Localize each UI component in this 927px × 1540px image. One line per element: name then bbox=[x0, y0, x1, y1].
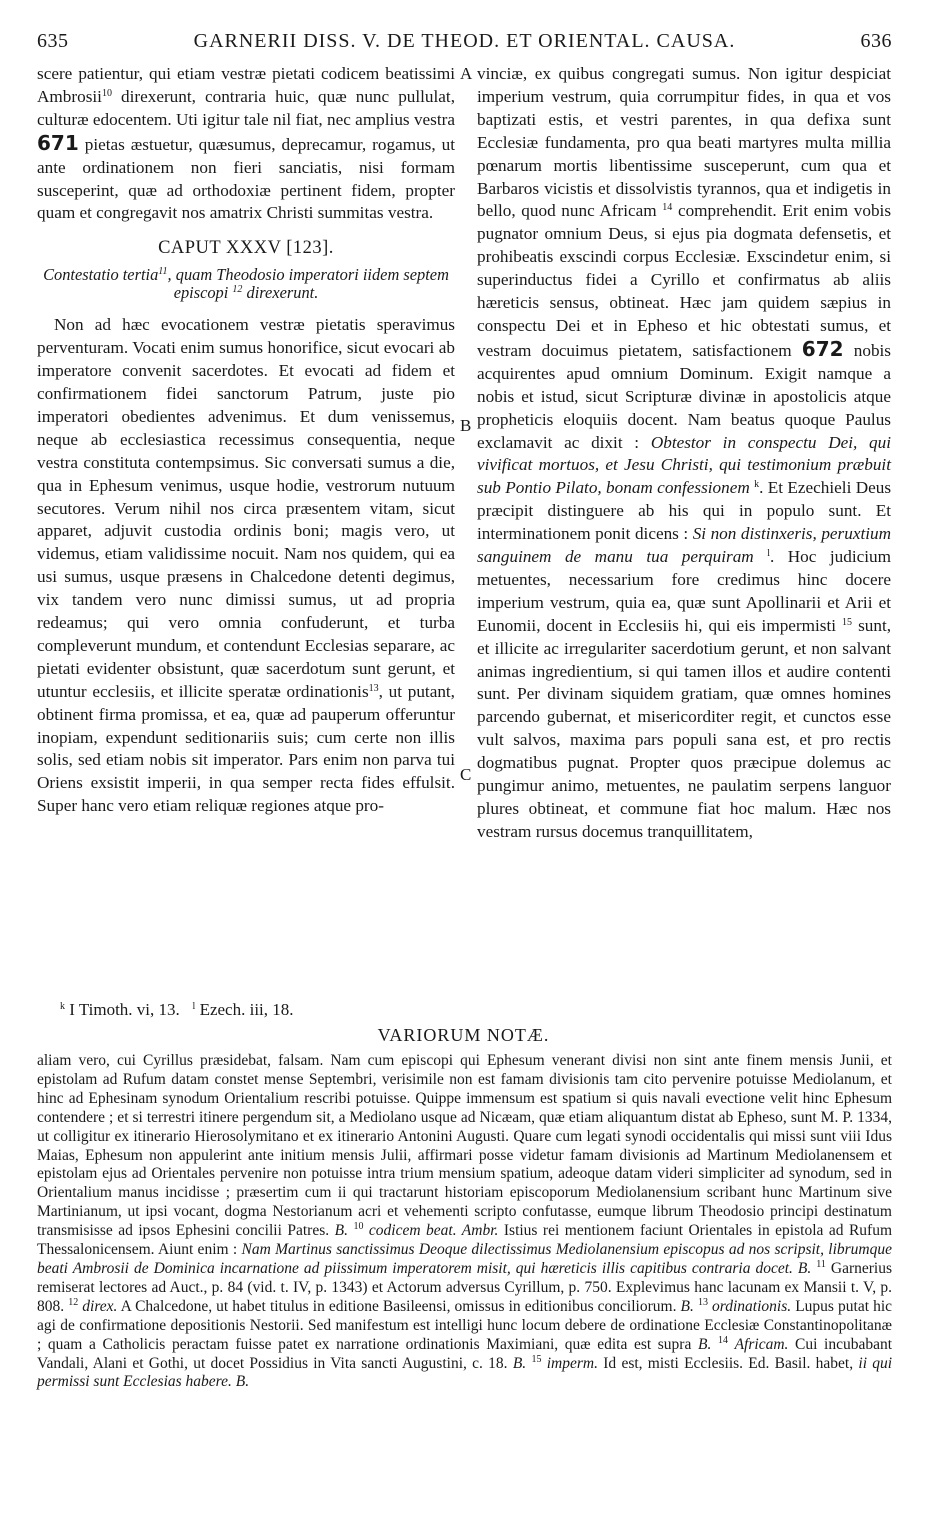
right-column bbox=[477, 63, 891, 844]
note-number: 11 bbox=[816, 1258, 826, 1270]
paragraph-continuation bbox=[477, 63, 891, 844]
running-title: GARNERII DISS. V. DE THEOD. ET ORIENTAL. CAUSA. bbox=[193, 30, 736, 52]
footnote-ref: k bbox=[754, 479, 760, 491]
text-run: . Et Ezechieli Deus præcipit distinguere ab his qui in populo sunt. Et interminationem ponit dicens : bbox=[477, 478, 892, 544]
text-run: sunt, et illicite ac irregulariter sacerdotium gerunt, et non salvant animas ingredientium, si qui tamen illos et audire contenti sunt. Per divinam siquidem gratiam, quæ omnes homines parcendo gubernat, et misericorditer regit, et cunctos esse vult salvos, maxima pars populi sana est, et pro rectis dogmatibus pugnat. Propter quos præcipue dolemus ac pungimur animo, metuentes, ne paulatim serpens languor plures obtineat, et commune fiat hoc malum. Hæc nos vestram rursus docemus tranquillitatem, bbox=[477, 615, 892, 841]
quotation: Nam Martinus sanctissimus Deoque dilectissimus Mediolanensium episcopus ad nos scripsit, librumque beati Ambrosii de Dominica incarnatione ad piissimum imperatorem misit, qui hæreticis illis capitibus contraria docet. B. bbox=[37, 1241, 892, 1277]
note-lemma: Africam. bbox=[734, 1335, 789, 1353]
note-ref: 15 bbox=[842, 616, 853, 628]
page-number-left: 635 bbox=[37, 30, 69, 52]
note-lemma: direx. bbox=[82, 1297, 118, 1315]
note-number: 10 bbox=[353, 1221, 364, 1233]
running-header bbox=[37, 30, 892, 60]
note-number: 14 bbox=[717, 1334, 728, 1346]
reference-text: I Timoth. vi, 13. bbox=[69, 1000, 180, 1019]
text-run: scere patientur, qui etiam vestræ pietati codicem beatissimi Ambrosii bbox=[37, 64, 455, 106]
text-run: comprehendit. Erit enim vobis pugnator omnium Deus, si ejus pia dogmata defensetis, et prohibeatis exscindi corpus Ecclesiæ. Exscindetur enim, si superinductus fidei a Cyrillo et confirmatus ab aliis hæreticis sensus, obtineat. Hæc jam quidem sæpius in conspectu Dei et in Epheso et hic obtestati sumus, et vestram docuimus pietatem, satisfactionem bbox=[477, 201, 892, 360]
page-number-right: 636 bbox=[860, 30, 892, 52]
footnote-mark: k bbox=[60, 1001, 65, 1012]
text-run: direxerunt. bbox=[246, 283, 319, 303]
note-author: B. bbox=[697, 1335, 712, 1353]
note-author: B. bbox=[512, 1354, 527, 1372]
note-number: 15 bbox=[531, 1353, 542, 1365]
footnote-ref: l bbox=[767, 548, 770, 560]
footnote-mark: l bbox=[192, 1001, 196, 1012]
scripture-references bbox=[60, 1000, 294, 1020]
reference-text: Ezech. iii, 18. bbox=[199, 1000, 294, 1019]
left-column bbox=[37, 63, 455, 818]
text-run: Cui incubabant Vandali, Alani et Gothi, ut docet Possidius in Vita sancti Augustini, c. 18. bbox=[37, 1335, 893, 1372]
note-ref: 12 bbox=[232, 284, 243, 296]
text-run: A Chalcedone, ut habet titulus in editione Basileensi, omissus in editionibus conciliorum. bbox=[120, 1297, 677, 1315]
quotation: ii qui permissi sunt Ecclesias habere. B. bbox=[37, 1354, 893, 1391]
notes-heading: VARIORUM NOTÆ. bbox=[377, 1025, 550, 1045]
chapter-heading: CAPUT XXXV [123]. bbox=[158, 238, 334, 259]
quotation: Obtestor in conspectu Dei, qui vivificat mortuos, et Jesu Christi, qui testimonium præbuit sub Pontio Pilato, bonam confessionem bbox=[477, 432, 891, 498]
text-run: direxerunt, contraria huic, quæ nunc pullulat, culturæ edocentem. Uti igitur tale nil fiat, nec amplius vestra bbox=[37, 86, 456, 129]
text-run: Id est, misti Ecclesiis. Ed. Basil. habet, bbox=[603, 1354, 854, 1372]
page-marker-671: 671 bbox=[37, 130, 79, 155]
note-ref: 14 bbox=[662, 202, 673, 214]
text-run: Lupus putat hic agi de confirmatione depositionis Nestorii. Sed manifestum est intelligi hunc locum debere de ordinatione Ecclesiæ Constantinopolitanæ ; quam a Catholicis peractam fuisse patet ex narratione ordinationis Maximiani, quæ edita est supra bbox=[37, 1297, 893, 1353]
paragraph-body bbox=[37, 314, 455, 818]
text-run: vinciæ, ex quibus congregati sumus. Non igitur despiciat imperium vestrum, quia corrumpitur fides, in qua et vos baptizati estis, et vestri parentes, in qua defixa sunt Ecclesiæ fundamenta, pro qua beati martyres multa millia pœnarum mortis libentissime susceperunt, cum qua et Barbaros vicistis et dissolvistis tyrannos, qua et indigetis in bello, quod nunc Africam bbox=[477, 64, 891, 221]
text-run: aliam vero, cui Cyrillus præsidebat, falsam. Nam cum episcopi qui Ephesum venerant divisi non sint ante finem mensis Junii, et epistolam ad Rufum datam constet mense Septembri, verisimile non est famam divisionis tam cito pervenire potuisse Mediolanum, et hinc ad Ephesinam synodum Orientalium rescribi potuisse. Quippe immensum est spatium si quis navali evectione velit hinc Ephesum contendere ; et si terrestri itinere pergendum sit, a Mediolano usque ad Nicæam, quæ etiam aliquantum distat ab Epheso, sunt M. P. 1334, ut colligitur ex itinerario Hierosolymitano et ex itinerario Antonini Augusti. Quare cum legati synodi occidentalis qui missi sunt viii Idus Maias, Ephesum non appulerint ante initium mensis Julii, affirmari posse videtur famam divisionis ad Martinum Mediolanensem et epistolam ejus ad Orientales pervenire non potuisse intra trium mensium spatium, adeoque datam videri simpliciter ad synodum, sed in Orientalium manus incidisse ; præsertim cum ii qui tractarunt historiam episcoporum Mediolanensium scribant hunc Martinum sive Martinianum, ut ipsi vocant, dogma Nestorianum acri et vehementi scripto confutasse, eumque librum Theodosio principi destinatum transmisisse ad ipsos Ephesini concilii Patres. bbox=[37, 1052, 892, 1240]
text-run: Garnerius remiserat lectores ad Auct., p. 84 (vid. t. IV, p. 1343) et Actorum adversus Cyrillum, p. 750. Explevimus hanc lacunam ex Mansii t. V, p. 808. bbox=[37, 1259, 893, 1315]
note-ref: 10 bbox=[101, 87, 112, 99]
paragraph-continuation bbox=[37, 63, 455, 225]
margin-marker-c: C bbox=[460, 765, 472, 784]
text-run: , quam Theodosio imperatori iidem septem episcopi bbox=[167, 265, 449, 303]
note-ref: 13 bbox=[368, 682, 379, 694]
note-number: 13 bbox=[697, 1296, 708, 1308]
text-run: nobis acquirentes apud omnium Dominum. Exigit namque a nobis et istud, sicut Scripturæ divinæ in apostolicis atque propheticis eloquiis docent. Nam beatus quoque Paulus exclamavit ac dixit : bbox=[477, 340, 891, 452]
note-ref: 11 bbox=[158, 266, 168, 278]
page-marker-672: 672 bbox=[801, 336, 844, 361]
note-author: B. bbox=[334, 1222, 348, 1240]
chapter-subtitle bbox=[37, 266, 455, 302]
margin-marker-a: A bbox=[460, 64, 473, 83]
note-number: 12 bbox=[68, 1296, 79, 1308]
text-run: Istius rei mentionem faciunt Orientales in epistola ad Rufum Thessalonicensem. Aiunt enim : bbox=[37, 1222, 893, 1259]
note-author: B. bbox=[680, 1297, 694, 1315]
quotation: Si non distinxeris, peruxtium sanguinem de manu tua perquiram bbox=[477, 524, 892, 567]
note-lemma: imperm. bbox=[546, 1354, 598, 1372]
notes-body bbox=[37, 1052, 892, 1392]
text-run: . Hoc judicium metuentes, necessarium fore credimus hinc docere imperium vestrum, quia ea, quæ sunt Apollinarii et Arii et Eunomii, docent in Ecclesiis hi, qui eis impermisti bbox=[477, 547, 891, 635]
text-run: Non ad hæc evocationem vestræ pietatis speravimus perventuram. Vocati enim sumus honorifice, sicut evocari ab imperatore convenit sacerdotes. Et evocati ad fidem et confirmationem fidei sanctorum Patrum, juste pio imperatori obedientes advenimus. Et dum venissemus, neque ab ecclesiastica recessimus consequentia, neque vestra constituta contempsimus. Sic conversati sumus a die, qua in Ephesum venimus, usque hodie, vestrorum nutuum secutores. Verum nihil nos circa præsentem vitam, sicut apparet, adjuvit custodia ordinis boni; magis vero, ut videmus, etiam validissime nocuit. Nam nos quidem, qui ea usi sumus, usque præsens in Chalcedone detenti degimus, vix tandem vero nunc dimissi sumus, ut ad propria redeamus; qui vero omnia confuderunt, et turba compleverunt mundum, et contendunt Ecclesias separare, ac pietati evidenter obsistunt, quæ sacerdotum sunt gerunt, et utuntur ecclesiis, et illicite speratæ ordinationis bbox=[37, 315, 455, 701]
text-run: Contestatio tertia bbox=[43, 265, 159, 285]
variorum-notes bbox=[37, 1052, 892, 1392]
note-lemma: ordinationis. bbox=[712, 1297, 792, 1315]
margin-marker-b: B bbox=[460, 416, 472, 435]
text-run: , ut putant, obtinent firma promissa, et ea, quæ ad pauperum offeruntur inopiam, expendunt seditionariis suis; cum certe non illis solis, sed etiam nobis sit imperator. Pars enim non parva tui Oriens exsistit imperii, in qua semper recta fides effulsit. Super hanc vero etiam reliquæ regiones atque pro- bbox=[37, 681, 455, 816]
text-run: pietas æstuetur, quæsumus, deprecamur, rogamus, ut ante ordinationem non fieri sanciatis, nisi formam susceperint, quæ ad orthodoxiæ pertinent fidem, propter quam et congregavit nos amatrix Christi summitas vestra. bbox=[37, 134, 456, 223]
note-lemma: codicem beat. Ambr. bbox=[368, 1222, 499, 1240]
